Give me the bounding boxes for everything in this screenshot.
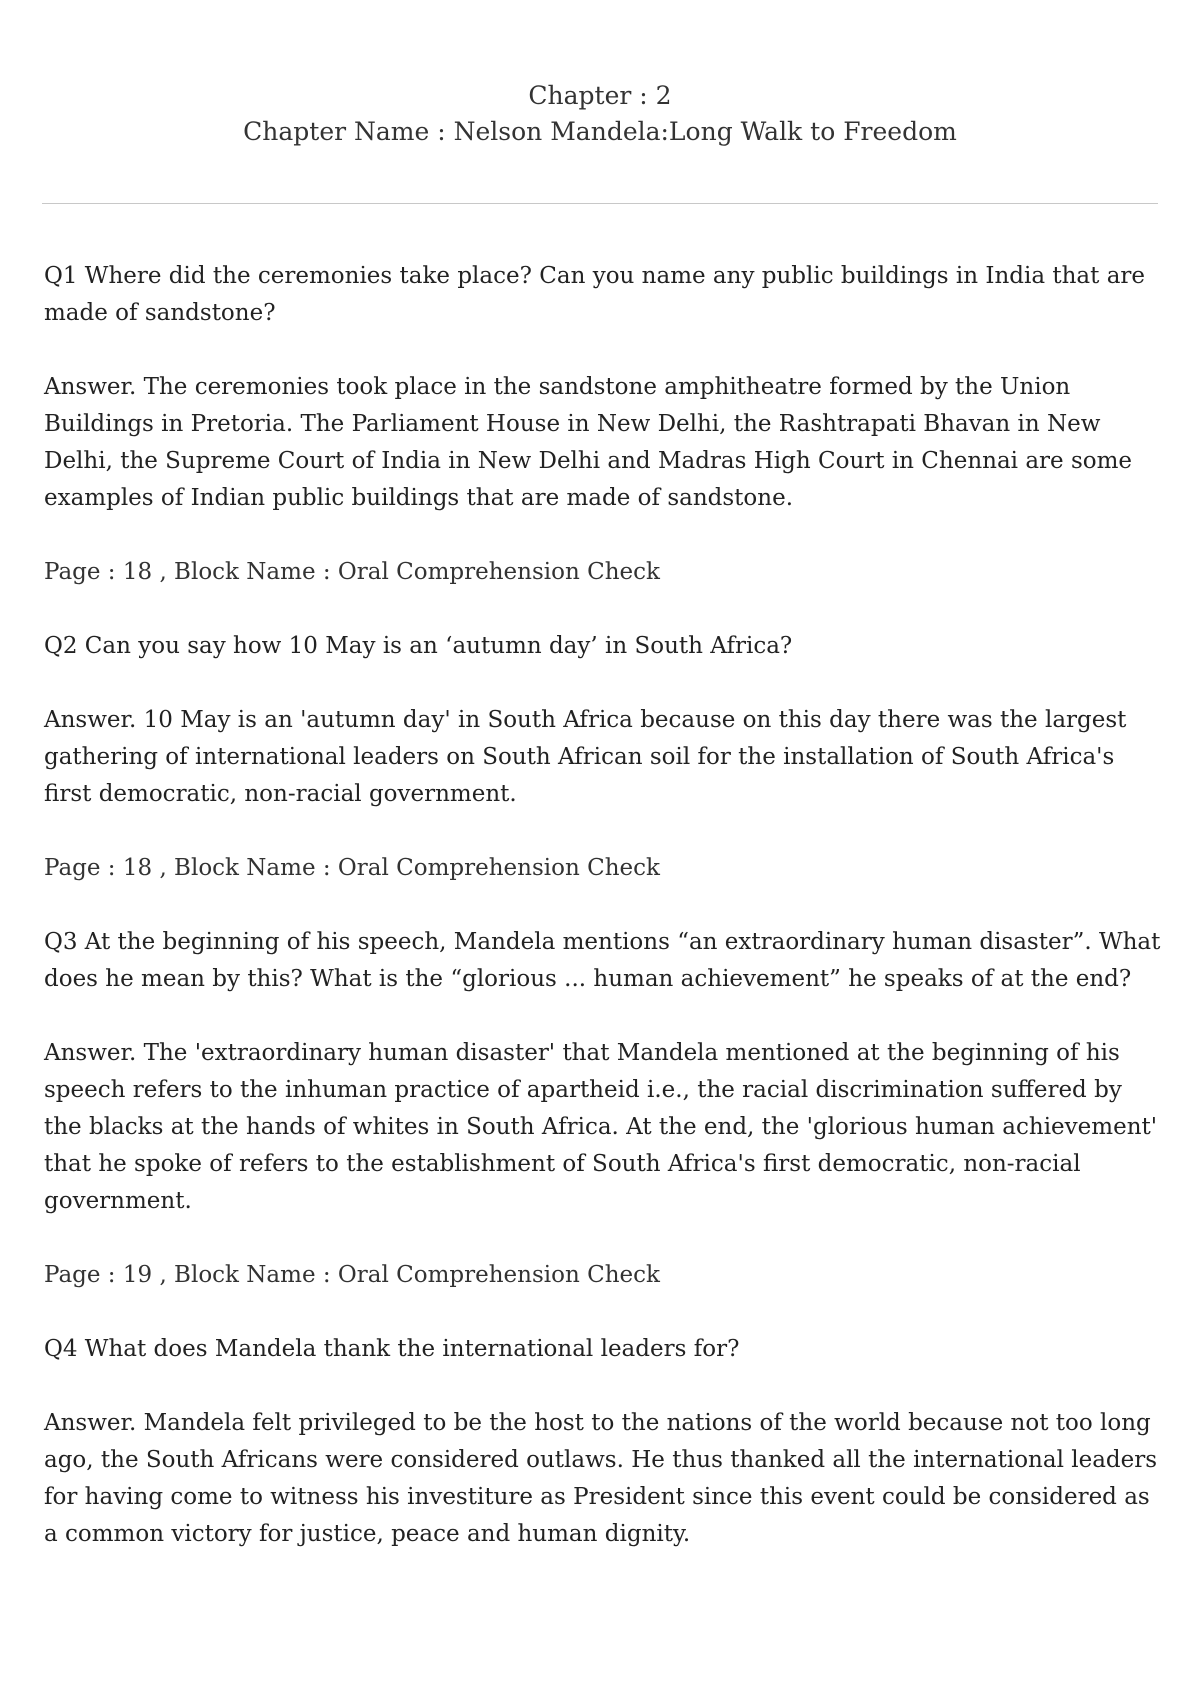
block-meta-2: Page : 18 , Block Name : Oral Comprehension Check (44, 855, 660, 881)
answer-4: Answer. Mandela felt privileged to be the host to the nations of the world because not too long ago, the South Africans were considered outlaws. He thus thanked all the international leaders for having come to witness his investiture as President since this event could be considered as a common victory for justice, peace and human dignity. (44, 1410, 1158, 1547)
chapter-name: Chapter Name : Nelson Mandela:Long Walk to Freedom (243, 117, 957, 146)
question-1: Q1 Where did the ceremonies take place? Can you name any public buildings in India that are made of sandstone? (44, 263, 1146, 326)
block-meta-1: Page : 18 , Block Name : Oral Comprehension Check (44, 559, 660, 585)
header-divider (42, 203, 1158, 204)
answer-3: Answer. The 'extraordinary human disaster' that Mandela mentioned at the beginning of his speech refers to the inhuman practice of apartheid i.e., the racial discrimination suffered by the blacks at the hands of whites in South Africa. At the end, the 'glorious human achievement' that he spoke of refers to the establishment of South Africa's first democratic, non-racial government. (44, 1040, 1158, 1214)
question-2: Q2 Can you say how 10 May is an ‘autumn day’ in South Africa? (44, 633, 793, 659)
chapter-header (0, 78, 1200, 150)
answer-2: Answer. 10 May is an 'autumn day' in South Africa because on this day there was the largest gathering of international leaders on South African soil for the installation of South Africa's first democratic, non-racial government. (44, 707, 1127, 807)
block-meta-3: Page : 19 , Block Name : Oral Comprehension Check (44, 1262, 660, 1288)
qa-content (44, 258, 1162, 1590)
question-4: Q4 What does Mandela thank the international leaders for? (44, 1336, 740, 1362)
question-3: Q3 At the beginning of his speech, Mandela mentions “an extraordinary human disaster”. What does he mean by this? What is the “glorious ... human achievement” he speaks of at the end? (44, 929, 1161, 992)
chapter-number: Chapter : 2 (528, 81, 672, 110)
answer-1: Answer. The ceremonies took place in the sandstone amphitheatre formed by the Union Buildings in Pretoria. The Parliament House in New Delhi, the Rashtrapati Bhavan in New Delhi, the Supreme Court of India in New Delhi and Madras High Court in Chennai are some examples of Indian public buildings that are made of sandstone. (44, 374, 1133, 511)
